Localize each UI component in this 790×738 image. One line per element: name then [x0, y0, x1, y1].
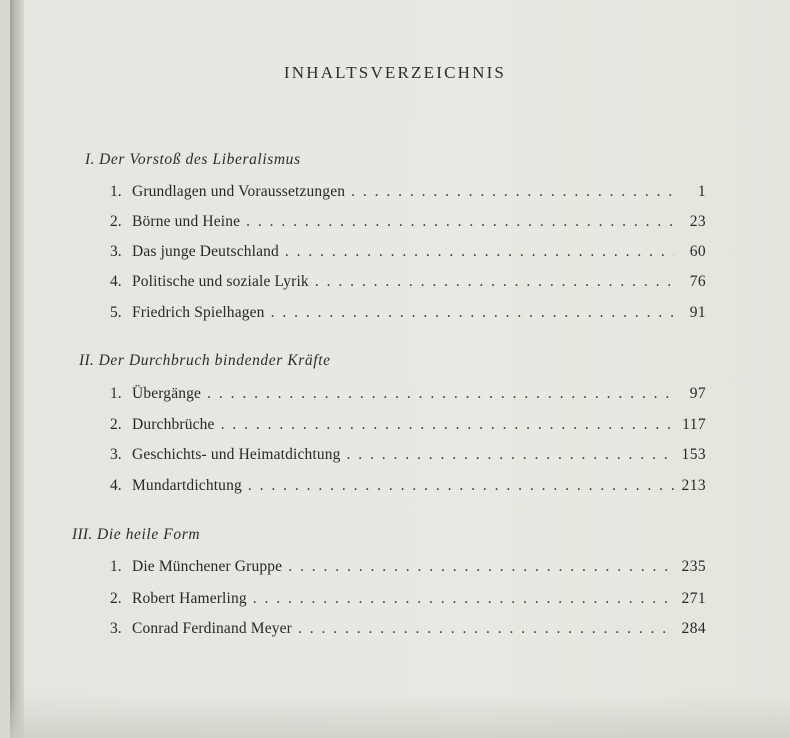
entry-page-number: 76	[689, 273, 706, 290]
dot-leader	[345, 183, 674, 201]
entry-title: Übergänge	[132, 385, 202, 402]
page-bottom-shade	[10, 694, 790, 738]
entry-title: Mundartdichtung	[132, 477, 242, 494]
entry-title: Politische und soziale Lyrik	[132, 273, 309, 290]
entry-page-number: 235	[681, 558, 706, 575]
dot-leader	[247, 590, 674, 608]
dot-leader	[279, 243, 674, 261]
entry-page-number: 271	[681, 590, 706, 607]
entry-number: 1.	[110, 183, 122, 200]
toc-entry	[110, 183, 706, 207]
entry-page-number: 213	[681, 477, 706, 494]
toc-entry	[110, 213, 706, 237]
dot-leader	[341, 446, 674, 464]
entry-number: 2.	[110, 213, 122, 230]
toc-entry	[110, 558, 706, 582]
section-heading	[85, 151, 301, 169]
entry-number: 3.	[110, 620, 122, 637]
entry-page-number: 284	[681, 620, 706, 637]
entry-title: Durchbrüche	[132, 416, 215, 433]
toc-entry	[110, 620, 706, 644]
section-title: Der Durchbruch bindender Kräfte	[98, 352, 331, 369]
dot-leader	[242, 477, 674, 495]
entry-number: 4.	[110, 273, 122, 290]
entry-page-number: 97	[689, 385, 706, 402]
section-heading	[79, 352, 331, 370]
toc-entry	[110, 477, 706, 501]
page-title: INHALTSVERZEICHNIS	[283, 63, 507, 82]
entry-page-number: 117	[682, 416, 706, 433]
page-gutter-shadow	[10, 0, 24, 738]
section-numeral: II.	[79, 352, 95, 369]
entry-number: 3.	[110, 243, 122, 260]
dot-leader	[201, 385, 674, 403]
toc-entry	[110, 304, 706, 328]
dot-leader	[265, 304, 674, 322]
toc-entry	[110, 590, 706, 614]
section-heading	[72, 526, 200, 544]
entry-title: Geschichts- und Heimatdichtung	[132, 446, 341, 463]
entry-number: 3.	[110, 446, 122, 463]
entry-title: Grundlagen und Voraussetzungen	[132, 183, 346, 200]
entry-title: Die Münchener Gruppe	[132, 558, 283, 575]
entry-page-number: 91	[689, 304, 706, 321]
toc-entry	[110, 385, 706, 409]
entry-page-number: 1	[697, 183, 706, 200]
dot-leader	[215, 416, 674, 434]
entry-number: 1.	[110, 385, 122, 402]
entry-number: 4.	[110, 477, 122, 494]
entry-title: Robert Hamerling	[132, 590, 247, 607]
toc-entry	[110, 446, 706, 470]
dot-leader	[240, 213, 674, 231]
entry-page-number: 23	[689, 213, 706, 230]
section-numeral: I.	[85, 151, 95, 168]
dot-leader	[282, 558, 674, 576]
dot-leader	[292, 620, 674, 638]
section-title: Der Vorstoß des Liberalismus	[99, 151, 301, 168]
section-title: Die heile Form	[97, 526, 201, 543]
toc-entry	[110, 273, 706, 297]
entry-number: 5.	[110, 304, 122, 321]
entry-page-number: 60	[689, 243, 706, 260]
toc-entry	[110, 243, 706, 267]
entry-page-number: 153	[681, 446, 706, 463]
toc-entry	[110, 416, 706, 440]
entry-title: Conrad Ferdinand Meyer	[132, 620, 292, 637]
entry-number: 1.	[110, 558, 122, 575]
entry-title: Friedrich Spielhagen	[132, 304, 265, 321]
section-numeral: III.	[72, 526, 93, 543]
dot-leader	[309, 273, 674, 291]
entry-title: Das junge Deutschland	[132, 243, 279, 260]
entry-number: 2.	[110, 590, 122, 607]
entry-number: 2.	[110, 416, 122, 433]
entry-title: Börne und Heine	[132, 213, 241, 230]
